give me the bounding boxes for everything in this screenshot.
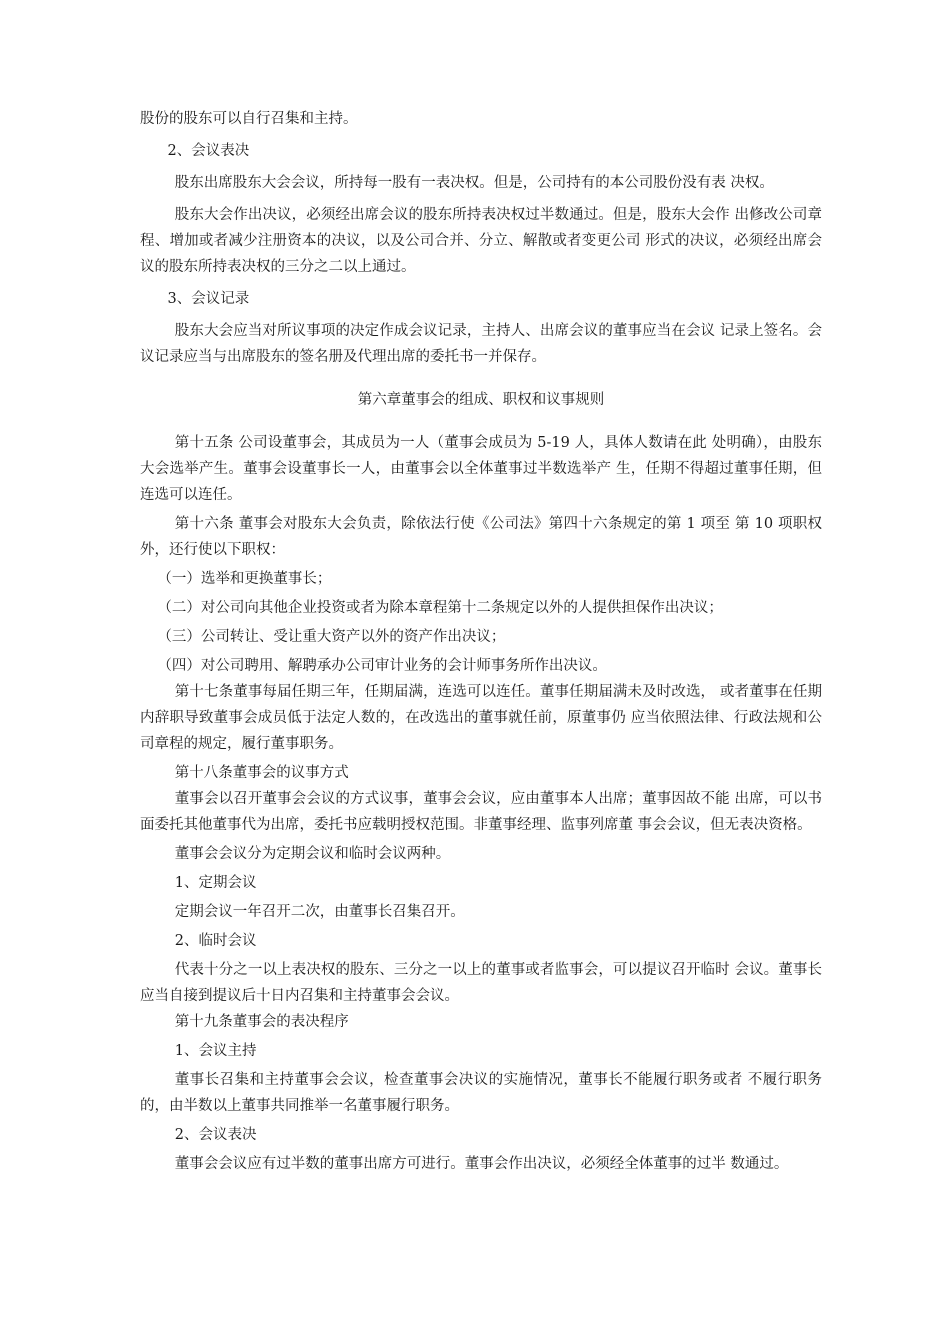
subheading-vote: 2、会议表决 — [167, 143, 250, 159]
paragraph-board-meeting: 董事会以召开董事会会议的方式议事，董事会会议，应由董事本人出席；董事因故不能 出席，可以书面委托其他董事代为出席，委托书应载明授权范围。非董事经理、监事列席董 事会会议，但无表决资格。 — [140, 791, 822, 833]
paragraph-board-vote: 董事会会议应有过半数的董事出席方可进行。董事会作出决议，必须经全体董事的过半 数通过。 — [174, 1156, 789, 1172]
article-16: 第十六条 董事会对股东大会负责，除依法行使《公司法》第四十六条规定的第 1 项至 第 10 项职权外，还行使以下职权： — [140, 516, 822, 558]
paragraph-resolution: 股东大会作出决议，必须经出席会议的股东所持表决权过半数通过。但是，股东大会作 出修改公司章程、增加或者减少注册资本的决议，以及公司合并、分立、解散或者变更公司 形式的决议，必须经出席会议的股东所持表决权的三分之二以上通过。 — [140, 207, 822, 275]
subheading-interim-meeting: 2、临时会议 — [174, 933, 257, 949]
paragraph-meeting-types: 董事会会议分为定期会议和临时会议两种。 — [174, 846, 451, 862]
power-item-2: （二）对公司向其他企业投资或者为除本章程第十二条规定以外的人提供担保作出决议； — [157, 600, 723, 616]
article-17: 第十七条董事每届任期三年，任期届满，连选可以连任。董事任期届满未及时改选， 或者董事在任期内辞职导致董事会成员低于法定人数的，在改选出的董事就任前，原董事仍 应当依照法律、行政法规和公司章程的规定，履行董事职务。 — [140, 684, 822, 752]
paragraph-interim-meeting: 代表十分之一以上表决权的股东、三分之一以上的董事或者监事会，可以提议召开临时 会议。董事长应当自接到提议后十日内召集和主持董事会会议。 — [140, 962, 822, 1004]
subheading-minutes: 3、会议记录 — [167, 291, 250, 307]
article-19-title: 第十九条董事会的表决程序 — [174, 1014, 349, 1030]
document-page — [140, 106, 822, 1177]
power-item-3: （三）公司转让、受让重大资产以外的资产作出决议； — [157, 629, 506, 645]
subheading-board-vote: 2、会议表决 — [174, 1127, 257, 1143]
power-item-4: （四）对公司聘用、解聘承办公司审计业务的会计师事务所作出决议。 — [157, 658, 607, 674]
power-item-1: （一）选举和更换董事长； — [157, 571, 332, 587]
paragraph-regular-meeting: 定期会议一年召开二次，由董事长召集召开。 — [174, 904, 465, 920]
paragraph-chairing: 董事长召集和主持董事会会议，检查董事会决议的实施情况，董事长不能履行职务或者 不履行职务的，由半数以上董事共同推举一名董事履行职务。 — [140, 1072, 822, 1114]
paragraph-continuation: 股份的股东可以自行召集和主持。 — [140, 111, 358, 127]
article-15: 第十五条 公司设董事会，其成员为一人（董事会成员为 5-19 人，具体人数请在此 处明确），由股东大会选举产生。董事会设董事长一人，由董事会以全体董事过半数选举产 生，任期不得超过董事任期，但连选可以连任。 — [140, 435, 822, 503]
subheading-regular-meeting: 1、定期会议 — [174, 875, 257, 891]
paragraph-minutes: 股东大会应当对所议事项的决定作成会议记录，主持人、出席会议的董事应当在会议 记录上签名。会议记录应当与出席股东的签名册及代理出席的委托书一并保存。 — [140, 323, 822, 365]
chapter-heading: 第六章董事会的组成、职权和议事规则 — [357, 392, 605, 408]
subheading-chairing: 1、会议主持 — [174, 1043, 257, 1059]
paragraph-shareholder-vote: 股东出席股东大会会议，所持每一股有一表决权。但是，公司持有的本公司股份没有表 决权。 — [174, 175, 774, 191]
article-18-title: 第十八条董事会的议事方式 — [174, 765, 349, 781]
